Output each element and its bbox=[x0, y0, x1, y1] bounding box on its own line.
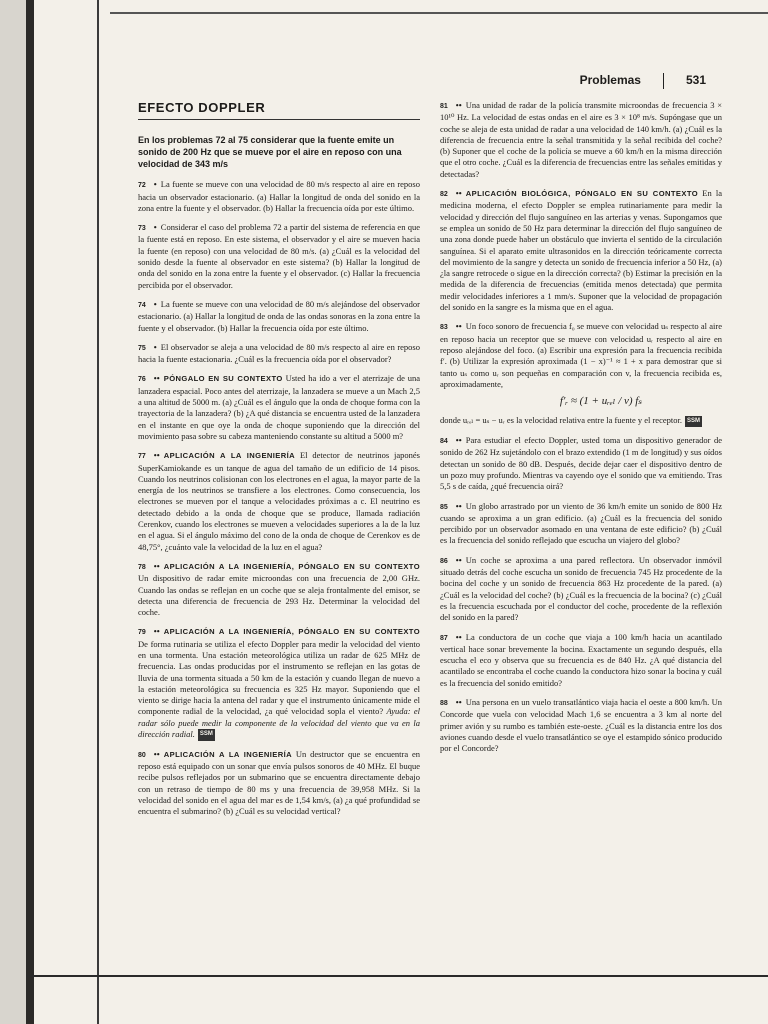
left-edge-line bbox=[97, 0, 99, 1024]
problem-text: Un globo arrastrado por un viento de 36 km/h emite un sonido de 800 Hz cuando se aproxima a un gran edificio. (a) ¿Cuál es la frecuencia del sonido percibido por un observador asomado en una ventana de este edificio? (b) ¿Cuál es la frecuencia del sonido reflejado que escucha un viajero del globo? bbox=[440, 500, 722, 546]
problem-text: Un foco sonoro de frecuencia f₀ se mueve con velocidad uₛ respecto al aire en reposo hacia un receptor que se mueve con velocidad uᵣ respecto al aire en reposo alejándose del foco. (a) Escribir una expresión para la frecuencia recibida f′. (b) Utilizar la expresión aproximada (1 − x)⁻¹ ≈ 1 + x para demostrar que si tanto uₛ como uᵣ son pequeñas en comparación con v, la frecuencia recibida es, aproximadamente, bbox=[440, 321, 722, 389]
problem-text: Un dispositivo de radar emite microondas con una frecuencia de 2,00 GHz. Cuando las ondas se reflejan en un coche que se aleja frontalmente del emisor, se detecta una diferencia de frecuencia de 293 Hz. Determinar la velocidad del coche. bbox=[138, 573, 420, 618]
problem-number: 77 bbox=[138, 453, 146, 461]
difficulty-dots: •• bbox=[455, 554, 462, 565]
problem-text: La fuente se mueve con una velocidad de 80 m/s respecto al aire en reposo hacia un observador estacionario. (a) Hallar la longitud de onda del sonido en la zona entre la fuente y el observador. (b) Hallar la frecuencia oída por este último. bbox=[138, 179, 420, 213]
difficulty-dots: •• bbox=[153, 626, 160, 637]
problem-text: Usted ha ido a ver el aterrizaje de una lanzadera espacial. Poco antes del aterrizaje, la lanzadera se mueve a un Mach 2,5 a una altitud de 5000 m. (a) ¿Cuál es el ángulo que la onda de choque forma con la trayectoria de la lanzadera? (b) ¿A qué distancia se encuentra usted de la lanzadera en el instante en que oye la onda de choque suponiendo que la dirección del movimiento pasa sobre su cabeza manteniendo constante su altitud a 5000 m? bbox=[138, 373, 420, 441]
difficulty-dots: • bbox=[153, 298, 157, 309]
problem-tag: APLICACIÓN A LA INGENIERÍA, PÓNGALO EN SU CONTEXTO bbox=[163, 561, 420, 571]
problem-number: 85 bbox=[440, 503, 448, 511]
problem-88 bbox=[440, 697, 722, 754]
problem-73 bbox=[138, 222, 420, 291]
problem-81 bbox=[440, 100, 722, 180]
problem-tag: APLICACIÓN A LA INGENIERÍA bbox=[163, 749, 293, 759]
problem-83 bbox=[440, 321, 722, 427]
problem-number: 76 bbox=[138, 376, 146, 384]
binding-shadow bbox=[26, 0, 34, 1024]
difficulty-dots: •• bbox=[455, 631, 462, 642]
left-column bbox=[138, 100, 420, 826]
running-title: Problemas bbox=[579, 73, 641, 88]
problem-text: Una persona en un vuelo transatlántico viaja hacia el oeste a 800 km/h. Un Concorde que vuela con velocidad Mach 1,6 se encuentra a 3 km al norte del primer avión y su rumbo es también este-oeste. ¿Cuál es la distancia entre los dos aviones cuando desde el vuelo transatlántico se oye el estampido sónico producido por el Concorde? bbox=[440, 697, 722, 754]
problem-number: 80 bbox=[138, 751, 146, 759]
problem-87 bbox=[440, 632, 722, 689]
difficulty-dots: •• bbox=[455, 188, 462, 199]
problem-82 bbox=[440, 188, 722, 313]
problem-85 bbox=[440, 501, 722, 547]
problem-number: 78 bbox=[138, 563, 146, 571]
problem-text: Un coche se aproxima a una pared reflectora. Un observador inmóvil situado detrás del coche escucha un sonido de frecuencia 745 Hz procedente de la bocina del coche y un sonido de frecuencia 863 Hz procedente de la pared. (a) ¿Cuál es la velocidad del coche? (b) ¿Cuál es la frecuencia de la bocina? (c) ¿Cuál es la frecuencia escuchada por el conductor del coche, procedente de la reflexión del sonido en la pared? bbox=[440, 554, 722, 623]
problem-78 bbox=[138, 561, 420, 618]
page-header bbox=[580, 73, 706, 89]
difficulty-dots: •• bbox=[455, 500, 462, 511]
problem-76 bbox=[138, 373, 420, 442]
problem-text: Considerar el caso del problema 72 a partir del sistema de referencia en que la fuente está en reposo. En este sistema, el observador y el aire se mueven hacia la fuente (en reposo) con una velocidad de 80 m/s. (a) ¿Cuál es la velocidad del sonido desde la fuente al observador en este sistema? (b) Hallar la longitud de onda del sonido en la zona entre la fuente y el observador. (c) Hallar la frecuencia percibida por el observador. bbox=[138, 222, 420, 290]
problem-text: La fuente se mueve con una velocidad de 80 m/s alejándose del observador estacionario. (a) Hallar la longitud de onda de las ondas sonoras en la zona entre la fuente y el observador. (b) Hallar la frecuencia oída por este último. bbox=[138, 298, 420, 333]
difficulty-dots: •• bbox=[455, 697, 462, 708]
difficulty-dots: • bbox=[153, 341, 157, 352]
right-column bbox=[440, 100, 722, 763]
difficulty-dots: • bbox=[153, 179, 157, 190]
difficulty-dots: •• bbox=[455, 321, 462, 332]
problem-number: 86 bbox=[440, 557, 448, 565]
problem-number: 74 bbox=[138, 301, 146, 309]
problem-77 bbox=[138, 450, 420, 553]
problem-number: 84 bbox=[440, 438, 448, 446]
problem-number: 72 bbox=[138, 182, 146, 190]
problem-86 bbox=[440, 555, 722, 624]
problem-number: 73 bbox=[138, 225, 146, 233]
problem-text: Una unidad de radar de la policía transmite microondas de frecuencia 3 × 10¹⁰ Hz. La velocidad de estas ondas en el aire es 3 × 10⁸ m/s. Supóngase que un coche se aleja de esta unidad de radar a una velocidad de 140 km/h. (a) ¿Cuál es la diferencia de frecuencia entre la señal transmitida y la señal recibida del coche? (b) Suponer que el coche de la policía se mueve a 60 km/h en la misma dirección que el otro coche. ¿Cuál es la diferencia de frecuencias entre las señales emitidas y detectadas? bbox=[440, 100, 722, 179]
ssm-badge: SSM bbox=[198, 729, 215, 740]
problem-text: En la medicina moderna, el efecto Doppler se emplea rutinariamente para medir la velocidad y dirección del flujo sanguíneo en las arterias y venas. Supongamos que se emplea un sonido de 50 Hz para determinar la dirección del flujo sanguíneo de una zona donde puede haber un obstáculo que invierta el sentido de la circulación sanguínea. Si el aparato emite ultrasonidos en la dirección teóricamente correcta del movimiento de la sangre y detecta un sonido de frecuencia inferior a 50 Hz, (a) ¿la sangre retrocede o sigue en la dirección correcta? (b) Estimar la precisión en la medida de la diferencia de frecuencias (emitida menos detectada) que permita medir velocidades inferiores a 1 mm/s. Suponer que la velocidad de propagación del sonido en la sangre es la misma que en el agua. bbox=[440, 188, 722, 313]
doppler-formula: f′ᵣ ≈ (1 + uᵣₑₗ / v) fₛ bbox=[559, 395, 643, 408]
problem-text: El detector de neutrinos japonés SuperKamiokande es un tanque de agua del tamaño de un edificio de 14 pisos. Cuando los neutrinos colisionan con los electrones en el agua, la mayor parte de la energía de los neutrinos se transfiere a los electrones. Como consecuencia, los electrones se mueven por el tanque a velocidades próximas a c. El neutrino es detectado debido a la onda de choque que se produce, llamada radiación Cerenkov, cuando los electrones se mueven a velocidades superiores a la de la luz en el agua. Si el ángulo máximo del cono de la onda de choque de Cerenkov es de 48,75°, ¿cuánto vale la velocidad de la luz en el agua? bbox=[138, 450, 420, 552]
problem-75 bbox=[138, 342, 420, 366]
problem-tag: APLICACIÓN A LA INGENIERÍA bbox=[163, 451, 296, 461]
problem-text: La conductora de un coche que viaja a 100 km/h hacia un acantilado vertical hace sonar brevemente la bocina. Exactamente un segundo después, ella escucha el eco y observa que su frecuencia es de 840 Hz. ¿A qué distancia del acantilado se encontraba el coche cuando la conductora hizo sonar la bocina y cuál es la frecuencia del sonido emitido? bbox=[440, 631, 722, 688]
problem-hint: Ayuda: el radar sólo puede medir la componente de la velocidad del viento que va en la dirección radial. bbox=[138, 706, 421, 740]
problem-80 bbox=[138, 749, 420, 818]
problem-79 bbox=[138, 626, 420, 740]
difficulty-dots: •• bbox=[455, 435, 462, 446]
problem-tag: PÓNGALO EN SU CONTEXTO bbox=[163, 374, 283, 384]
difficulty-dots: •• bbox=[153, 450, 160, 461]
problem-84 bbox=[440, 435, 722, 492]
difficulty-dots: •• bbox=[153, 560, 160, 571]
problem-number: 75 bbox=[138, 344, 146, 352]
problem-number: 79 bbox=[138, 629, 146, 637]
problem-text: Un destructor que se encuentra en reposo está equipado con un sonar que envía pulsos sonoros de 40 MHz. El buque recibe pulsos reflejados por un submarino que se encuentra directamente debajo con un retraso de tiempo de 80 ms y una frecuencia de 39,958 MHz. Si la velocidad del sonido en el agua del mar es de 1,54 km/s, (a) ¿a qué profundidad se encuentra el submarino? (b) ¿Cuál es su velocidad vertical? bbox=[138, 748, 420, 817]
problem-number: 82 bbox=[440, 191, 448, 199]
top-edge-line bbox=[110, 12, 768, 14]
difficulty-dots: •• bbox=[153, 373, 160, 384]
page-number: 531 bbox=[685, 73, 706, 88]
problem-number: 81 bbox=[440, 103, 448, 110]
problem-text: El observador se aleja a una velocidad de 80 m/s respecto al aire en reposo hacia la fuente estacionaria. ¿Cuál es la frecuencia oída por el observador? bbox=[138, 341, 420, 365]
header-divider bbox=[663, 73, 664, 89]
difficulty-dots: • bbox=[153, 222, 157, 233]
scan-margin bbox=[0, 0, 26, 1024]
problem-text: Para estudiar el efecto Doppler, usted toma un dispositivo generador de sonido de 262 Hz sujetándolo con el brazo extendido (1 m de longitud) y sus oídos detectan un sonido de 80 dB. Después, decide dejar caer el dispositivo dentro de un pozo muy profundo. Mientras va cayendo oye el sonido que va emitiendo. Tras 5,5 s de caída, ¿qué frecuencia oirá? bbox=[440, 435, 722, 492]
difficulty-dots: •• bbox=[153, 748, 160, 759]
bottom-edge-line bbox=[26, 975, 768, 977]
problem-text: De forma rutinaria se utiliza el efecto Doppler para medir la velocidad del viento en una tormenta. Una estación meteorológica utiliza un radar de 625 MHz de frecuencia. Las ondas producidas por el instrumento se reflejan en las gotas de lluvia de una tormenta situada a 50 km de la estación y cuando llegan de nuevo a la estación meteorológica su frecuencia es 325 Hz mayor. Suponiendo que el viento se dirige hacia la antena del radar y que el instrumento únicamente mide el componente radial de la velocidad, ¿a qué velocidad sopla el viento? bbox=[138, 638, 420, 717]
problem-number: 88 bbox=[440, 700, 448, 708]
problem-72 bbox=[138, 179, 420, 214]
section-title: EFECTO DOPPLER bbox=[138, 100, 420, 120]
problem-text-continued: donde uᵣₑₗ = uₛ − uᵣ es la velocidad relativa entre la fuente y el receptor. bbox=[440, 415, 682, 426]
problem-tag: APLICACIÓN BIOLÓGICA, PÓNGALO EN SU CONTEXTO bbox=[465, 189, 699, 199]
problem-number: 87 bbox=[440, 634, 448, 642]
problem-tag: APLICACIÓN A LA INGENIERÍA, PÓNGALO EN SU CONTEXTO bbox=[163, 627, 420, 637]
difficulty-dots: •• bbox=[455, 100, 462, 110]
problem-number: 83 bbox=[440, 324, 448, 332]
section-intro: En los problemas 72 al 75 considerar que la fuente emite un sonido de 200 Hz que se mueve por el aire en reposo con una velocidad de 343 m/s bbox=[138, 135, 402, 170]
problem-74 bbox=[138, 299, 420, 334]
ssm-badge: SSM bbox=[685, 416, 702, 427]
